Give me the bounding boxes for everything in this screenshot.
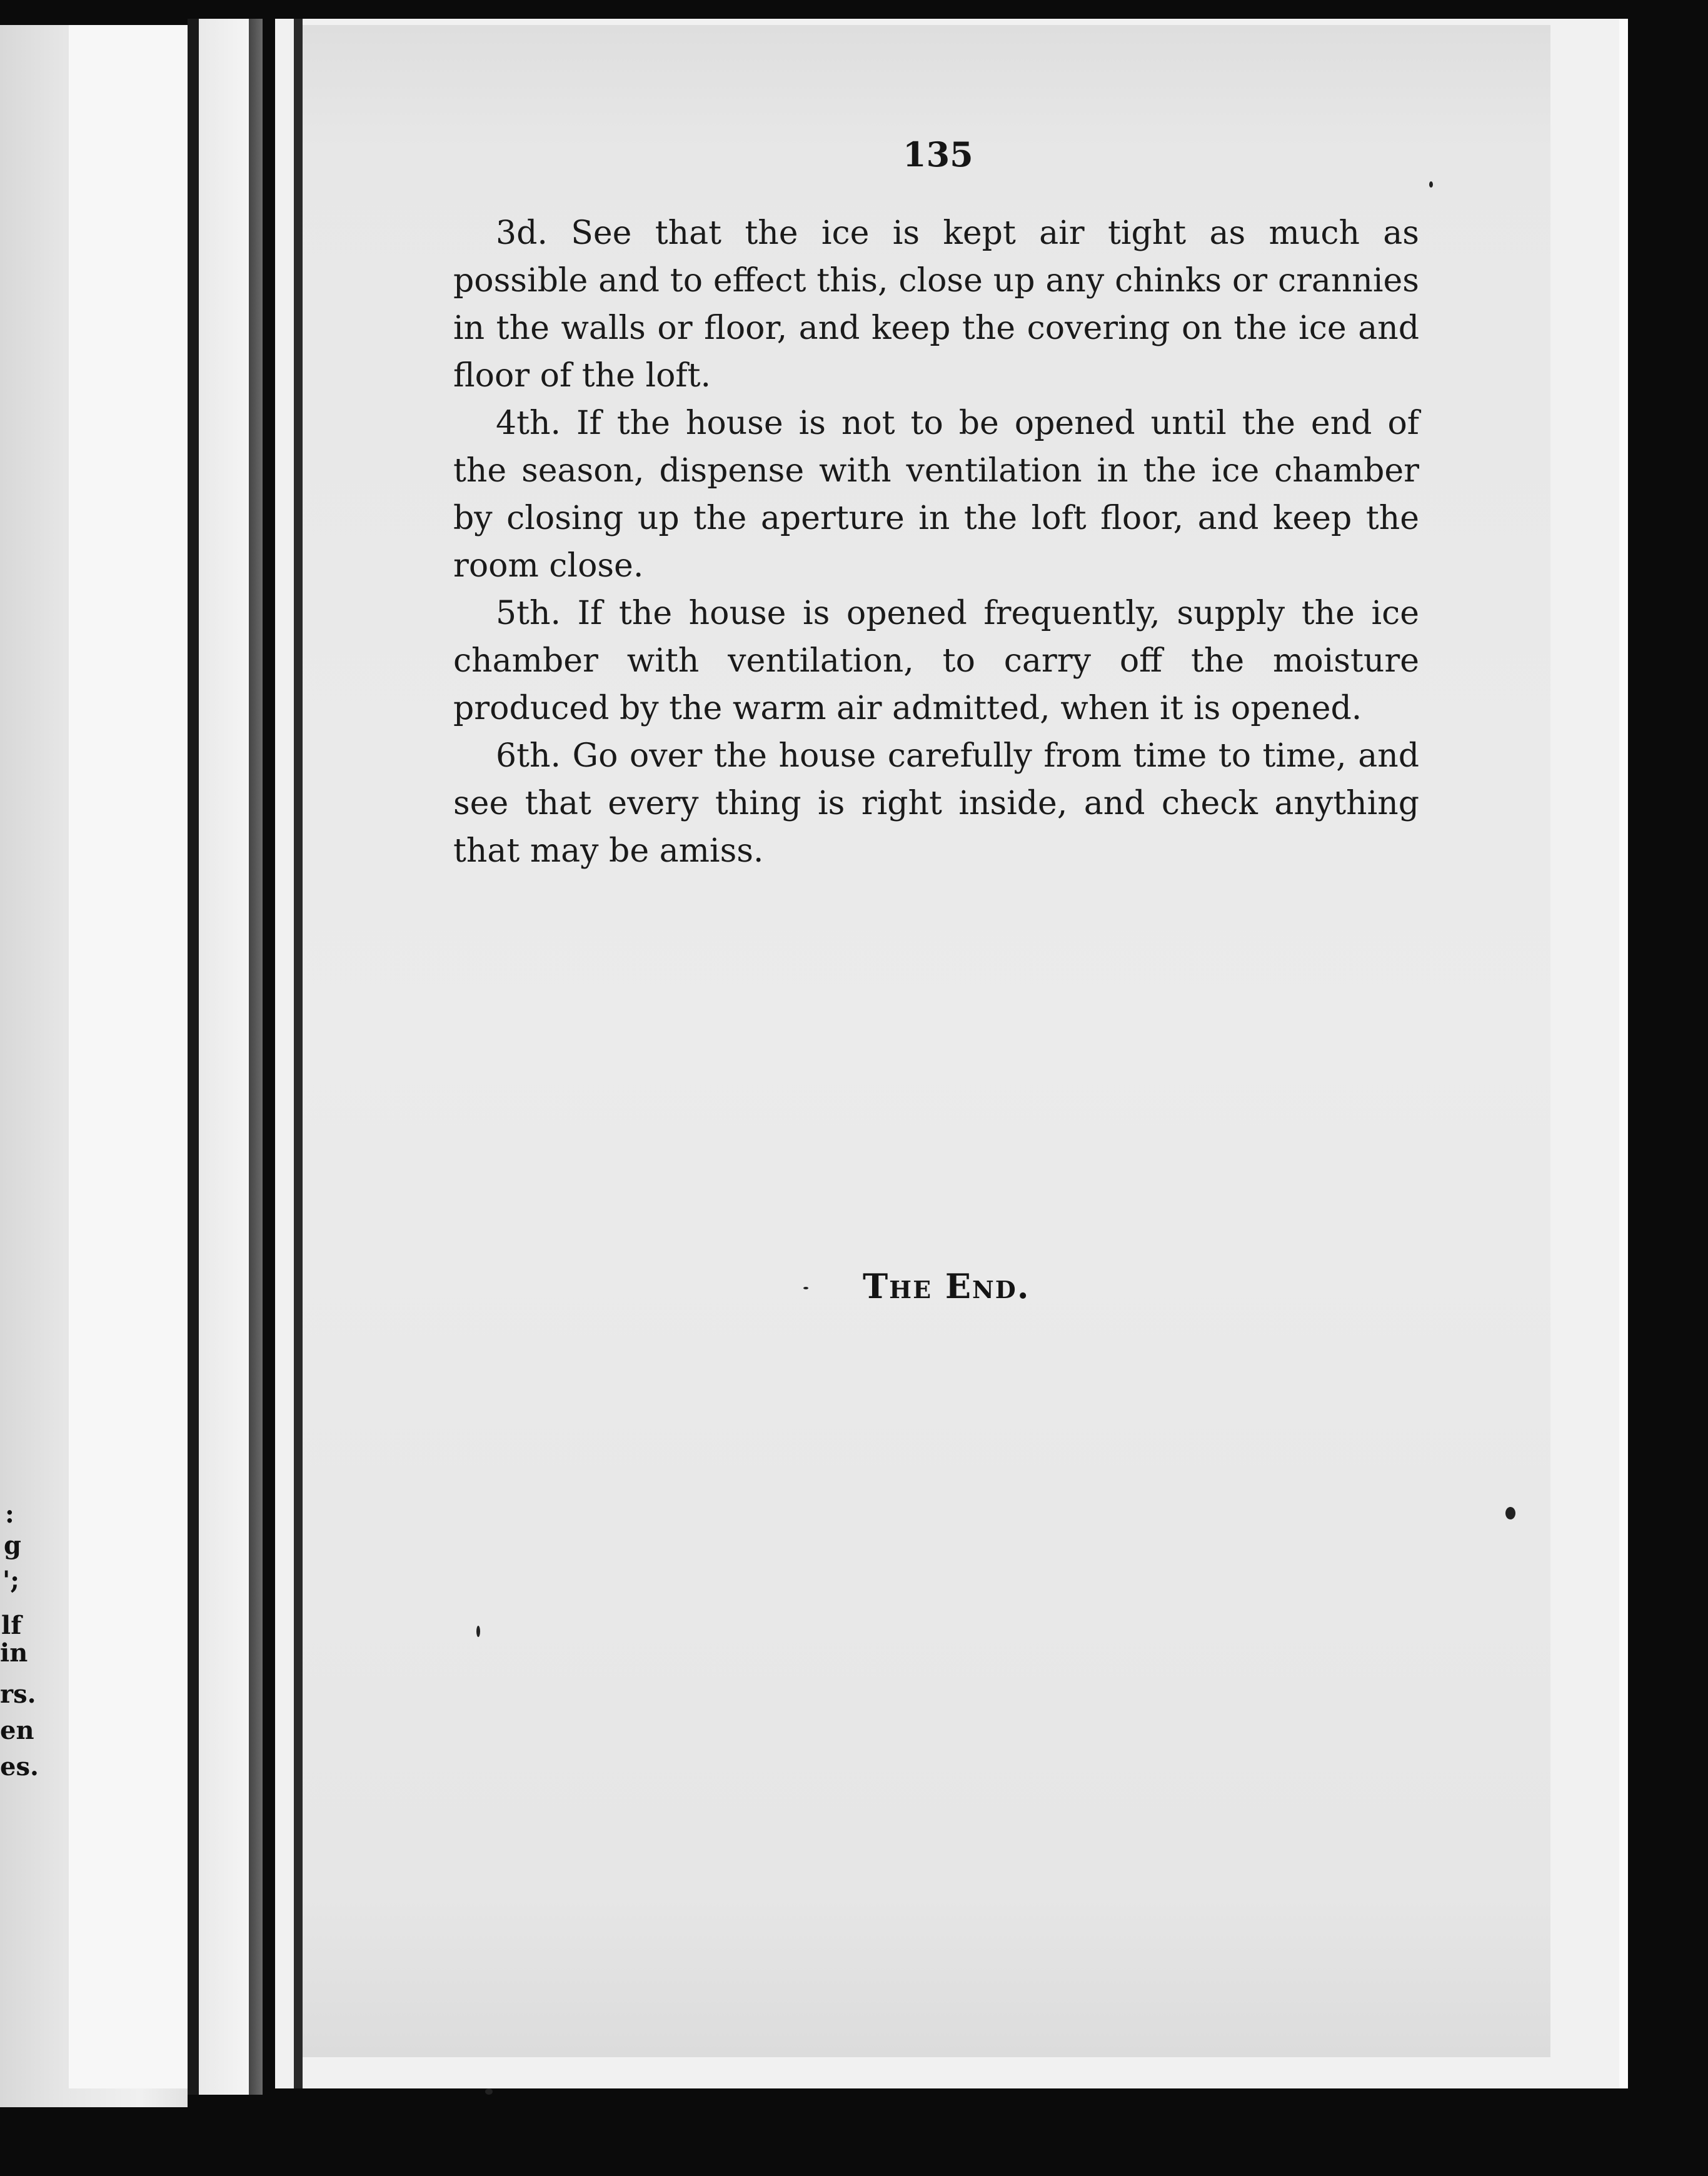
previous-page-edge bbox=[188, 19, 199, 2095]
previous-page-margin bbox=[69, 25, 188, 2088]
previous-page-fragment: '; bbox=[3, 1566, 20, 1595]
ink-speck bbox=[485, 2088, 493, 2095]
page-number: 135 bbox=[903, 134, 973, 174]
closing-text: The End. bbox=[863, 1266, 1030, 1306]
previous-page-fragment: rs. bbox=[0, 1680, 36, 1709]
ink-speck bbox=[803, 1287, 808, 1289]
ink-speck bbox=[1505, 1507, 1515, 1519]
previous-page-fragment: g bbox=[4, 1531, 21, 1560]
paragraph: 5th. If the house is opened frequently, supply the ice chamber with ventilation, to carry off the moisture produced by the warm air admitted, when it is opened. bbox=[453, 595, 1419, 727]
page-body bbox=[453, 209, 1419, 875]
previous-page-fragment: es. bbox=[0, 1752, 39, 1781]
previous-page-fragment: : bbox=[5, 1499, 14, 1529]
previous-page-fragment: in bbox=[0, 1638, 28, 1668]
paragraph: 6th. Go over the house carefully from time to time, and see that every thing is right inside, and check anything that may be amiss. bbox=[453, 737, 1419, 870]
binding-shadow bbox=[249, 19, 263, 2095]
paragraph: 3d. See that the ice is kept air tight as much as possible and to effect this, close up any chinks or crannies in the walls or floor, and keep the covering on the ice and floor of the loft. bbox=[453, 214, 1419, 395]
paragraph: 4th. If the house is not to be opened until the end of the season, dispense with ventilation in the ice chamber by closing up the aperture in the loft floor, and keep the room close. bbox=[453, 405, 1419, 585]
ink-speck bbox=[476, 1626, 480, 1637]
page-gutter bbox=[199, 19, 249, 2095]
previous-page-fragment: en bbox=[0, 1716, 34, 1745]
binding-line bbox=[294, 19, 303, 2088]
previous-page-fragment: lf bbox=[1, 1611, 22, 1640]
ink-speck bbox=[1429, 181, 1433, 188]
